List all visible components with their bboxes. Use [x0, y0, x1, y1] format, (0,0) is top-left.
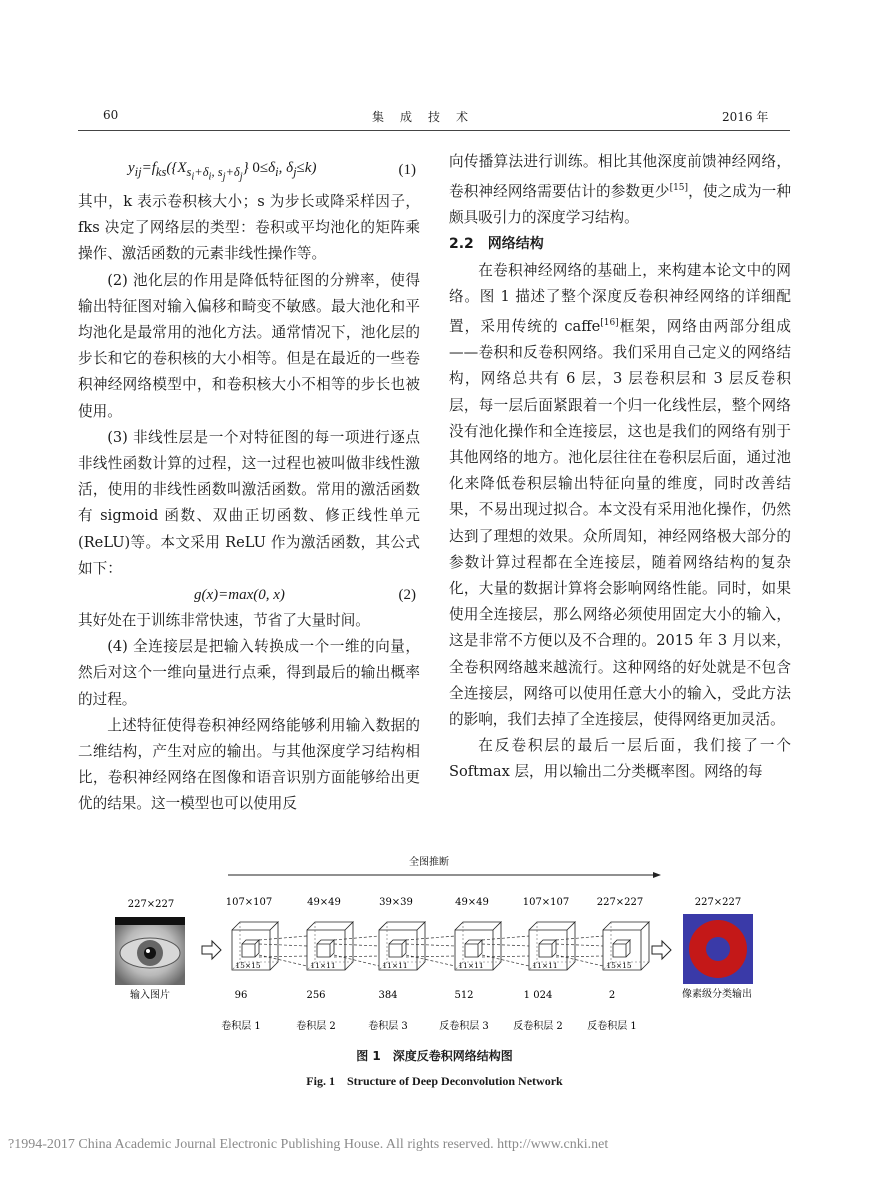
output-size: 227×227 [694, 897, 742, 908]
section-heading: 2.2 网络结构 [449, 236, 544, 253]
layer-size: 49×49 [307, 897, 341, 908]
left-column [78, 149, 420, 818]
layer-size: 49×49 [455, 897, 489, 908]
kernel-cube [389, 940, 406, 957]
output-label: 像素级分类输出 [682, 989, 752, 1000]
kernel-connection-line [259, 936, 307, 940]
network-architecture-figure [0, 845, 869, 1045]
kernel-connection-line [334, 936, 379, 940]
figure-caption-en: Fig. 1 Structure of Deep Deconvolution Network [306, 1074, 563, 1088]
layer-channels: 96 [234, 990, 248, 1001]
kernel-cube [465, 940, 482, 957]
kernel-connection-line [406, 944, 455, 946]
layer-size: 107×107 [225, 897, 273, 908]
journal-name: 集 成 技 术 [372, 110, 471, 124]
kernel-connection-line [482, 936, 529, 940]
layer-channels: 256 [306, 990, 326, 1001]
kernel-connection-line [259, 944, 307, 946]
layer-channels: 512 [454, 990, 474, 1001]
layer-name: 卷积层 1 [221, 1021, 261, 1032]
layer-channels: 1 024 [523, 990, 553, 1001]
output-segmentation-image [683, 914, 753, 984]
paragraph: 其中，k 表示卷积核大小；s 为步长或降采样因子，fks 决定了网络层的类型：卷积或平均池化的矩阵乘操作、激活函数的元素非线性操作等。 [78, 193, 420, 263]
paragraph: 上述特征使得卷积神经网络能够利用输入数据的二维结构，产生对应的输出。与其他深度学习结构相比，卷积神经网络在图像和语音识别方面能够给出更优的结果。这一模型也可以使用反 [78, 716, 420, 813]
layer-name: 卷积层 3 [368, 1021, 408, 1032]
copyright-footer: ?1994-2017 China Academic Journal Electronic Publishing House. All rights reserved. http://www.cnki.net [8, 1137, 609, 1152]
kernel-connection-line [259, 955, 307, 966]
equation-2 [78, 582, 420, 608]
flow-arrow-icon [202, 941, 221, 959]
figure-caption-cn: 图 1 深度反卷积网络结构图 [356, 1049, 513, 1063]
layer-name: 反卷积层 3 [439, 1021, 489, 1032]
layer-name: 反卷积层 1 [587, 1021, 637, 1032]
paragraph: (2) 池化层的作用是降低特征图的分辨率，使得输出特征图对输入偏移和畸变不敏感。最大池化和平均池化是最常用的池化方法。通常情况下，池化层的步长和它的卷积核的大小相等。但是在最近的一些卷积神经网络模型中，和卷积核大小不相等的步长也被使用。 [78, 271, 420, 420]
layer-channels: 384 [378, 990, 398, 1001]
kernel-connection-line [334, 944, 379, 946]
paragraph: (3) 非线性层是一个对特征图的每一项进行逐点非线性函数计算的过程，这一过程也被叫做非线性激活，使用的非线性函数叫激活函数。常用的激活函数有 sigmoid 函数、双曲正切函数、修正线性单元(ReLU)等。本文采用 ReLU 作为激活函数，其公式如下： [78, 428, 420, 577]
kernel-size: 11×11 [532, 961, 558, 970]
paragraph: 在反卷积层的最后一层后面，我们接了一个 Softmax 层，用以输出二分类概率图。网络的每 [449, 737, 791, 781]
citation: [16] [600, 318, 619, 329]
kernel-connection-line [406, 936, 455, 940]
kernel-size: 11×11 [382, 961, 408, 970]
equation-1-render: $y_{ij}=f_{ks}(\{X_{s_i+\delta_i, s_j+\delta_j}\}$ $0\le\delta_i$, $\delta_j\le k$) [128, 160, 317, 183]
kernel-connection-line [406, 955, 455, 966]
kernel-cube [613, 940, 630, 957]
input-label: 输入图片 [130, 990, 170, 1001]
citation: [15] [669, 183, 689, 194]
kernel-connection-line [556, 955, 603, 966]
layer-size: 39×39 [379, 897, 413, 908]
layer-size: 227×227 [596, 897, 644, 908]
kernel-cube [317, 940, 334, 957]
kernel-connection-line [556, 936, 603, 940]
page-number: 60 [103, 108, 119, 122]
paragraph: 其好处在于训练非常快速，节省了大量时间。 [78, 612, 370, 630]
flow-arrow-icon [652, 941, 671, 959]
kernel-size: 15×15 [235, 961, 261, 970]
kernel-connection-line [556, 944, 603, 946]
input-eye-image [115, 917, 185, 985]
paragraph: 在卷积神经网络的基础上，来构建本论文中的网络。图 1 描述了整个深度反卷积神经网络的详细配置，采用传统的 caffe[16]框架，网络由两部分组成——卷积和反卷积网络。我们采用自己定义的网络结构，网络总共有 6 层，3 层卷积层和 3 层反卷积层，每一层后面紧跟着一个归一化线性层，整个网络没有池化操作和全连接层，这也是我们的网络有别于其他网络的地方。池化层往往在卷积层后面，通过池化来降低卷积层输出特征向量的维度，同时改善结果，不易出现过拟合。本文没有采用池化操作，仍然达到了理想的效果。众所周知，神经网络极大部分的参数计算过程都在全连接层，随着网络结构的复杂化，大量的数据计算将会影响网络性能。同时，如果使用全连接层，那么网络必须使用固定大小的输入，这是非常不方便以及不合理的。2015 年 3 月以来，全卷积网络越来越流行。这种网络的好处就是不包含全连接层，网络可以使用任意大小的输入，受此方法的影响，我们去掉了全连接层，使得网络更加灵活。 [449, 261, 791, 728]
paragraph: (4) 全连接层是把输入转换成一个一维的向量，然后对这个一维向量进行点乘，得到最后的输出概率的过程。 [78, 638, 420, 708]
right-column [449, 149, 791, 786]
input-size: 227×227 [127, 899, 175, 910]
kernel-size: 11×11 [310, 961, 336, 970]
equation-1-number: (1) [398, 162, 416, 178]
inference-label: 全图推断 [409, 857, 449, 868]
kernel-size: 15×15 [606, 961, 632, 970]
equation-2-number: (2) [398, 587, 416, 604]
kernel-cube [242, 940, 259, 957]
paragraph: 向传播算法进行训练。相比其他深度前馈神经网络，卷积神经网络需要估计的参数更少[15]，使之成为一种颇具吸引力的深度学习结构。 [449, 153, 791, 227]
layer-name: 反卷积层 2 [513, 1021, 563, 1032]
layer-channels: 2 [608, 990, 616, 1001]
equation-1 [78, 149, 420, 189]
kernel-cube [539, 940, 556, 957]
header-rule [78, 130, 790, 131]
year: 2016 年 [722, 110, 769, 124]
kernel-size: 11×11 [458, 961, 484, 970]
kernel-connection-line [482, 955, 529, 966]
layer-size: 107×107 [522, 897, 570, 908]
equation-2-text: g(x)=max(0, x) [194, 587, 285, 604]
layer-name: 卷积层 2 [296, 1021, 336, 1032]
kernel-connection-line [482, 944, 529, 946]
